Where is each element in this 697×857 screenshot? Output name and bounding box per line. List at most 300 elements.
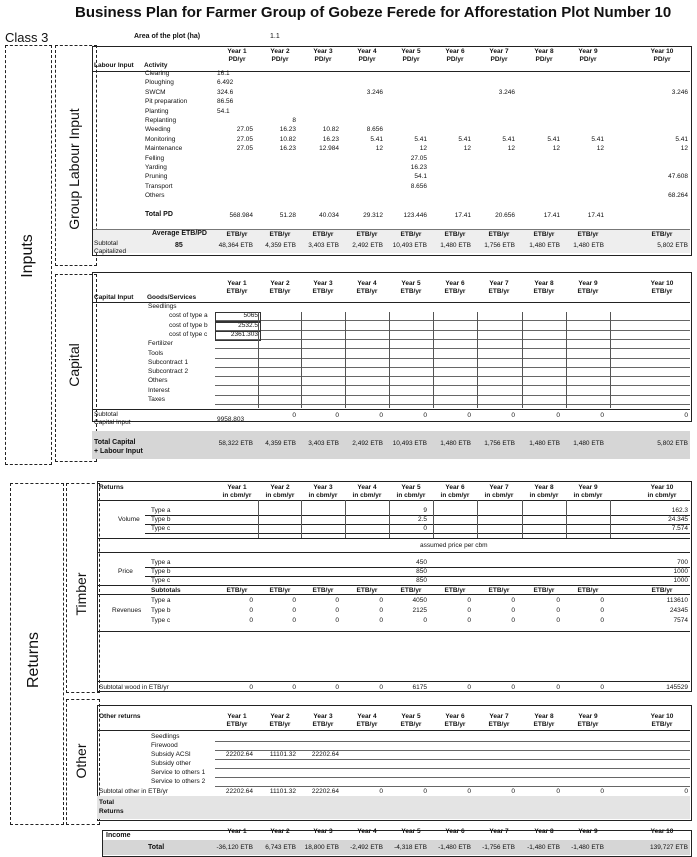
activity-monitoring: Monitoring [145, 135, 176, 143]
capital-subtotal-cell: 0 [556, 412, 560, 419]
returns-label: Returns [25, 631, 42, 689]
capital-total-cell: 58,322 ETB [218, 440, 253, 447]
revenue-cell: 0 [600, 607, 604, 614]
year-header: Year 4 [357, 713, 377, 720]
capital-total-cell: 1,480 ETB [440, 440, 471, 447]
timber-etb-header: ETB/yr [488, 587, 510, 594]
labour-cell: 12 [419, 145, 427, 153]
capital-row-line [215, 339, 690, 340]
labour-cell: 54.1 [414, 173, 427, 181]
price-type: Type b [151, 568, 171, 575]
labour-total-cell: 123.446 [403, 212, 427, 219]
subtotal-wood-cell: 6175 [412, 684, 427, 691]
etb-unit-header: ETB/yr [269, 231, 291, 238]
capital-total-cell: 10,493 ETB [392, 440, 427, 447]
unit-header: PD/yr [228, 56, 246, 63]
timber-col-line [258, 500, 259, 538]
timber-row-line [145, 524, 690, 525]
labour-subtotal-cell: 10,493 ETB [392, 242, 427, 249]
seed-cost-cell: 2361.303 [230, 330, 258, 338]
capital-row-line [215, 358, 690, 359]
year-header: Year 1 [227, 484, 247, 491]
etb-unit-header: ETB/yr [488, 231, 510, 238]
other-side-label: Other [73, 743, 89, 779]
capital-row-line [215, 404, 690, 405]
other-subtotal-cell: 0 [556, 788, 560, 795]
capital-col-line [566, 312, 567, 408]
subtotals-label: Subtotals [151, 587, 181, 594]
unit-header: ETB/yr [312, 288, 334, 295]
total-returns-band [97, 796, 690, 819]
labour-total-cell: 17.41 [454, 212, 471, 219]
subtotal-wood-cell: 145529 [666, 684, 688, 691]
revenue-cell: 24345 [669, 607, 688, 614]
year-header: Year 7 [489, 280, 509, 287]
labour-subtotal-cell: 3,403 ETB [308, 242, 339, 249]
capital-subtotal-cell: 9958.803 [217, 416, 245, 423]
revenue-cell: 0 [292, 617, 296, 624]
unit-header: ETB/yr [356, 288, 378, 295]
unit-header: ETB/yr [533, 288, 555, 295]
income-label: Income [106, 832, 131, 839]
year-header: Year 9 [578, 280, 598, 287]
activity-label: Activity [144, 62, 168, 69]
other-subtotal-cell: 22202.64 [225, 788, 253, 795]
timber-col-line [345, 500, 346, 538]
total-returns-label: Total [99, 799, 115, 806]
year-header: Year 8 [534, 484, 554, 491]
year-header: Year 9 [578, 484, 598, 491]
capital-total-cell: 2,492 ETB [352, 440, 383, 447]
price-y5-cell: 850 [416, 577, 427, 584]
revenue-type: Type c [151, 617, 171, 624]
year-header: Year 10 [650, 713, 674, 720]
labour-cell: 12.984 [319, 145, 339, 153]
other-item: Seedlings [151, 733, 180, 740]
capital-total-cell: 4,359 ETB [265, 440, 296, 447]
activity-maintenance: Maintenance [145, 145, 183, 153]
labour-cell: 324.6 [217, 88, 234, 96]
unit-header: ETB/yr [444, 721, 466, 728]
unit-header: PD/yr [653, 56, 671, 63]
timber-etb-header: ETB/yr [312, 587, 334, 594]
activity-pit-preparation: Pit preparation [145, 98, 188, 106]
area-value: 1.1 [270, 33, 280, 40]
revenue-cell: 0 [467, 607, 471, 614]
unit-header: ETB/yr [577, 721, 599, 728]
capital-row-line [215, 348, 690, 349]
year-header: Year 3 [313, 713, 333, 720]
other-row-line [215, 741, 690, 742]
revenue-cell: 0 [379, 607, 383, 614]
revenue-type: Type a [151, 597, 171, 604]
labour-cell: 10.82 [279, 135, 296, 143]
labour-cell: 68.264 [668, 192, 688, 200]
timber-etb-header: ETB/yr [577, 587, 599, 594]
capital-row-line [215, 376, 690, 377]
other-row-line [215, 777, 690, 778]
volume-y10-cell: 24.345 [668, 516, 688, 523]
total-returns-label2: Returns [99, 808, 124, 815]
income-year-header: Year 8 [534, 828, 554, 835]
labour-subtotal-cell: 2,492 ETB [352, 242, 383, 249]
year-header: Year 5 [401, 484, 421, 491]
capital-total-cell: 1,480 ETB [573, 440, 604, 447]
year-header: Year 6 [445, 280, 465, 287]
price-note: assumed price per cbm [420, 542, 488, 549]
capital-subtotal-label: Subtotal [94, 411, 118, 418]
income-year-header: Year 1 [227, 828, 247, 835]
timber-row-line [97, 500, 690, 501]
other-item: Subsidy ACSI [151, 751, 191, 758]
unit-header: ETB/yr [400, 288, 422, 295]
other-row-line [215, 759, 690, 760]
labour-cell: 5.41 [370, 135, 383, 143]
activity-planting: Planting [145, 107, 169, 115]
revenue-cell: 0 [600, 597, 604, 604]
volume-y5-cell: 2.5 [417, 516, 427, 523]
revenue-cell: 2125 [412, 607, 427, 614]
capital-col-line [477, 312, 478, 408]
labour-cell: 27.05 [236, 145, 253, 153]
income-year-header: Year 4 [357, 828, 377, 835]
capital-row-line [215, 385, 690, 386]
capital-item: Subcontract 1 [148, 358, 189, 366]
price-y10-cell: 1000 [673, 577, 688, 584]
revenue-cell: 0 [467, 597, 471, 604]
capital-item: Taxes [148, 396, 165, 403]
year-header: Year 6 [445, 48, 465, 55]
labour-cell: 12 [463, 145, 471, 153]
unit-header: in cbm/yr [352, 492, 382, 499]
unit-header: in cbm/yr [396, 492, 426, 499]
timber-col-line [566, 500, 567, 538]
other-item: Service to others 2 [151, 778, 206, 785]
activity-replanting: Replanting [145, 117, 177, 124]
unit-header: ETB/yr [488, 721, 510, 728]
other-row-line [215, 786, 690, 787]
capital-item: cost of type a [169, 312, 208, 320]
subtotal-wood-cell: 0 [379, 684, 383, 691]
year-header: Year 3 [313, 48, 333, 55]
labour-subtotal-cell: 48,364 ETB [218, 242, 253, 249]
subtotal-other-label: Subtotal other in ETB/yr [99, 788, 169, 795]
capital-subtotal-cell: 0 [292, 412, 296, 419]
income-year-header: Year 3 [313, 828, 333, 835]
activity-transport: Transport [145, 182, 173, 190]
etb-unit-header: ETB/yr [356, 231, 378, 238]
etb-unit-header: ETB/yr [651, 231, 673, 238]
timber-col-line [477, 500, 478, 538]
unit-header: in cbm/yr [573, 492, 603, 499]
other-item: Subsidy other [151, 760, 191, 767]
labour-cell: 12 [375, 145, 383, 153]
subsidy-acsi-cell: 22202.64 [225, 751, 253, 758]
labour-subtotal-cell: 1,756 ETB [484, 242, 515, 249]
subtotal-wood-cell: 0 [600, 684, 604, 691]
unit-header: ETB/yr [356, 721, 378, 728]
timber-etb-header: ETB/yr [226, 587, 248, 594]
subsidy-acsi-cell: 22202.64 [311, 751, 339, 758]
page-title: Business Plan for Farmer Group of Gobeze Ferede for Afforestation Plot Number 10 [75, 4, 672, 21]
labour-cell: 16.1 [217, 70, 230, 77]
unit-header: in cbm/yr [222, 492, 252, 499]
unit-header: in cbm/yr [529, 492, 559, 499]
etb-unit-header: ETB/yr [226, 231, 248, 238]
labour-total-cell: 20.656 [495, 212, 515, 219]
income-year-header: Year 7 [489, 828, 509, 835]
seed-cost-cell: 5065 [243, 312, 258, 320]
timber-etb-header: ETB/yr [533, 587, 555, 594]
income-total-cell: -1,480 ETB [571, 844, 604, 851]
timber-etb-header: ETB/yr [400, 587, 422, 594]
revenue-cell: 0 [423, 617, 427, 624]
volume-y10-cell: 162.3 [671, 507, 688, 514]
capital-side-label: Capital [66, 343, 82, 387]
timber-etb-header: ETB/yr [356, 587, 378, 594]
revenue-cell: 7574 [673, 617, 688, 624]
capital-item: Seedlings [148, 303, 177, 310]
year-header: Year 4 [357, 280, 377, 287]
other-subtotal-cell: 0 [467, 788, 471, 795]
capital-col-line [610, 312, 611, 408]
unit-header: in cbm/yr [440, 492, 470, 499]
capital-col-line [389, 312, 390, 408]
unit-header: PD/yr [490, 56, 508, 63]
income-total-cell: 6,743 ETB [265, 844, 296, 851]
capital-row-line [215, 395, 690, 396]
other-subtotal-cell: 0 [684, 788, 688, 795]
year-header: Year 5 [401, 280, 421, 287]
year-header: Year 3 [313, 484, 333, 491]
year-header: Year 2 [270, 484, 290, 491]
capital-item: Subcontract 2 [148, 368, 189, 376]
labour-total-cell: 568.984 [229, 212, 253, 219]
capital-col-line [345, 312, 346, 408]
capital-col-line [301, 312, 302, 408]
year-header: Year 5 [401, 713, 421, 720]
timber-row-line [145, 585, 690, 586]
income-total-cell: -4,318 ETB [394, 844, 427, 851]
timber-etb-header: ETB/yr [651, 587, 673, 594]
revenue-cell: 0 [335, 597, 339, 604]
revenue-cell: 0 [511, 597, 515, 604]
revenue-cell: 0 [292, 607, 296, 614]
activity-pruning: Pruning [145, 173, 168, 181]
avg-etb-value: 85 [175, 242, 183, 249]
year-header: Year 9 [578, 48, 598, 55]
revenue-cell: 0 [335, 617, 339, 624]
capital-item: cost of type c [169, 330, 208, 338]
returns-col-label: Returns [99, 484, 124, 491]
income-total-cell: 139,727 ETB [650, 844, 688, 851]
capital-total-cell: 5,802 ETB [657, 440, 688, 447]
labour-cell: 8 [292, 117, 296, 124]
income-year-header: Year 6 [445, 828, 465, 835]
year-header: Year 10 [650, 280, 674, 287]
income-year-header: Year 10 [650, 828, 674, 835]
labour-cell: 27.05 [236, 126, 253, 134]
revenue-cell: 0 [556, 597, 560, 604]
labour-capitalized-label: Capitalized [94, 248, 127, 255]
labour-cell: 6.492 [217, 79, 234, 87]
timber-row-line [97, 631, 690, 632]
labour-cell: 3.246 [671, 88, 688, 96]
income-total-cell: -1,480 ETB [438, 844, 471, 851]
income-total-cell: 18,800 ETB [304, 844, 339, 851]
activity-swcm: SWCM [145, 88, 166, 96]
revenue-cell: 0 [556, 617, 560, 624]
timber-row-line [97, 538, 690, 539]
year-header: Year 8 [534, 713, 554, 720]
labour-cell: 12 [552, 145, 560, 153]
subtotal-wood-label: Subtotal wood in ETB/yr [99, 684, 169, 691]
unit-header: ETB/yr [269, 288, 291, 295]
revenue-cell: 4050 [412, 597, 427, 604]
seed-cost-box [215, 331, 261, 341]
timber-row-line [97, 552, 690, 553]
subtotal-wood-cell: 0 [556, 684, 560, 691]
unit-header: ETB/yr [488, 288, 510, 295]
subsidy-acsi-cell: 11101.32 [269, 751, 296, 758]
unit-header: PD/yr [358, 56, 376, 63]
capital-subtotal-cell: 0 [335, 412, 339, 419]
capital-item: Others [148, 377, 168, 385]
labour-cell: 5.41 [458, 135, 471, 143]
labour-total-cell: 40.034 [319, 212, 339, 219]
revenue-cell: 0 [249, 617, 253, 624]
labour-cell: 16.23 [322, 135, 339, 143]
labour-total-cell: 29.312 [363, 212, 383, 219]
timber-row-line [145, 533, 690, 534]
year-header: Year 2 [270, 713, 290, 720]
revenue-cell: 0 [249, 597, 253, 604]
labour-cell: 5.41 [414, 135, 427, 143]
labour-total-cell: 51.28 [279, 212, 296, 219]
revenue-cell: 0 [467, 617, 471, 624]
unit-header: ETB/yr [444, 288, 466, 295]
avg-etb-label: Average ETB/PD [152, 230, 207, 237]
labour-cell: 5.41 [675, 135, 688, 143]
unit-header: ETB/yr [651, 721, 673, 728]
labour-subtotal-cell: 1,480 ETB [573, 242, 604, 249]
labour-cell: 8.656 [410, 182, 427, 190]
capital-subtotal-cell: 0 [600, 412, 604, 419]
unit-header: ETB/yr [577, 288, 599, 295]
year-header: Year 8 [534, 280, 554, 287]
labour-total-cell: 17.41 [587, 212, 604, 219]
income-year-header: Year 2 [270, 828, 290, 835]
other-returns-label: Other returns [99, 713, 141, 720]
capital-total-cell: 1,480 ETB [529, 440, 560, 447]
other-subtotal-cell: 0 [600, 788, 604, 795]
unit-header: ETB/yr [226, 721, 248, 728]
capital-item: Fertilizer [148, 340, 173, 348]
subtotal-wood-cell: 0 [335, 684, 339, 691]
activity-clearing: Clearing [145, 70, 170, 77]
unit-header: PD/yr [402, 56, 420, 63]
total-pd-label: Total PD [145, 211, 173, 218]
year-header: Year 3 [313, 280, 333, 287]
labour-cell: 10.82 [322, 126, 339, 134]
timber-row-line [97, 681, 690, 682]
class-label: Class 3 [5, 30, 49, 45]
year-header: Year 4 [357, 484, 377, 491]
unit-header: in cbm/yr [308, 492, 338, 499]
timber-col-line [522, 500, 523, 538]
year-header: Year 7 [489, 48, 509, 55]
price-type: Type a [151, 559, 171, 566]
total-capital-label2: + Labour Input [94, 448, 143, 455]
unit-header: in cbm/yr [265, 492, 295, 499]
activity-weeding: Weeding [145, 126, 171, 134]
labour-cell: 5.41 [547, 135, 560, 143]
labour-cell: 47.608 [668, 173, 688, 181]
labour-input-label: Labour Input [94, 62, 134, 69]
capital-item: cost of type b [169, 321, 208, 329]
unit-header: PD/yr [535, 56, 553, 63]
year-header: Year 7 [489, 713, 509, 720]
activity-felling: Felling [145, 154, 165, 162]
capital-subtotal-cell: 0 [467, 412, 471, 419]
year-header: Year 9 [578, 713, 598, 720]
other-subtotal-cell: 22202.64 [311, 788, 339, 795]
other-item: Firewood [151, 742, 178, 749]
year-header: Year 1 [227, 280, 247, 287]
timber-etb-header: ETB/yr [444, 587, 466, 594]
volume-type: Type c [151, 525, 171, 532]
capital-row-line [215, 367, 690, 368]
revenues-label: Revenues [112, 607, 142, 614]
year-header: Year 7 [489, 484, 509, 491]
year-header: Year 6 [445, 713, 465, 720]
labour-total-cell: 17.41 [543, 212, 560, 219]
activity-yarding: Yarding [145, 164, 167, 171]
total-capital-label: Total Capital [94, 439, 136, 446]
other-item: Service to others 1 [151, 769, 206, 776]
activity-ploughing: Ploughing [145, 79, 174, 87]
year-header: Year 6 [445, 484, 465, 491]
capital-col-line [522, 312, 523, 408]
other-row-line [215, 768, 690, 769]
revenue-cell: 0 [249, 607, 253, 614]
subtotal-wood-cell: 0 [292, 684, 296, 691]
capital-subtotal-cell: 0 [379, 412, 383, 419]
other-subtotal-cell: 0 [379, 788, 383, 795]
labour-cell: 12 [680, 145, 688, 153]
volume-label: Volume [118, 516, 140, 523]
labour-subtotal-cell: 4,359 ETB [265, 242, 296, 249]
volume-y5-cell: 9 [423, 507, 427, 514]
capital-item: Tools [148, 349, 164, 357]
unit-header: in cbm/yr [647, 492, 677, 499]
unit-header: PD/yr [271, 56, 289, 63]
activity-others: Others [145, 192, 165, 200]
price-label: Price [118, 568, 133, 575]
inputs-label: Inputs [19, 234, 36, 278]
unit-header: ETB/yr [226, 288, 248, 295]
labour-subtotal-cell: 5,802 ETB [657, 242, 688, 249]
goods-services-label: Goods/Services [147, 294, 197, 301]
revenue-cell: 0 [511, 607, 515, 614]
labour-cell: 86.56 [217, 98, 234, 106]
labour-cell: 8.656 [366, 126, 383, 134]
year-header: Year 5 [401, 48, 421, 55]
capital-row-line [215, 330, 690, 331]
unit-header: PD/yr [579, 56, 597, 63]
revenue-cell: 0 [335, 607, 339, 614]
price-y5-cell: 850 [416, 568, 427, 575]
